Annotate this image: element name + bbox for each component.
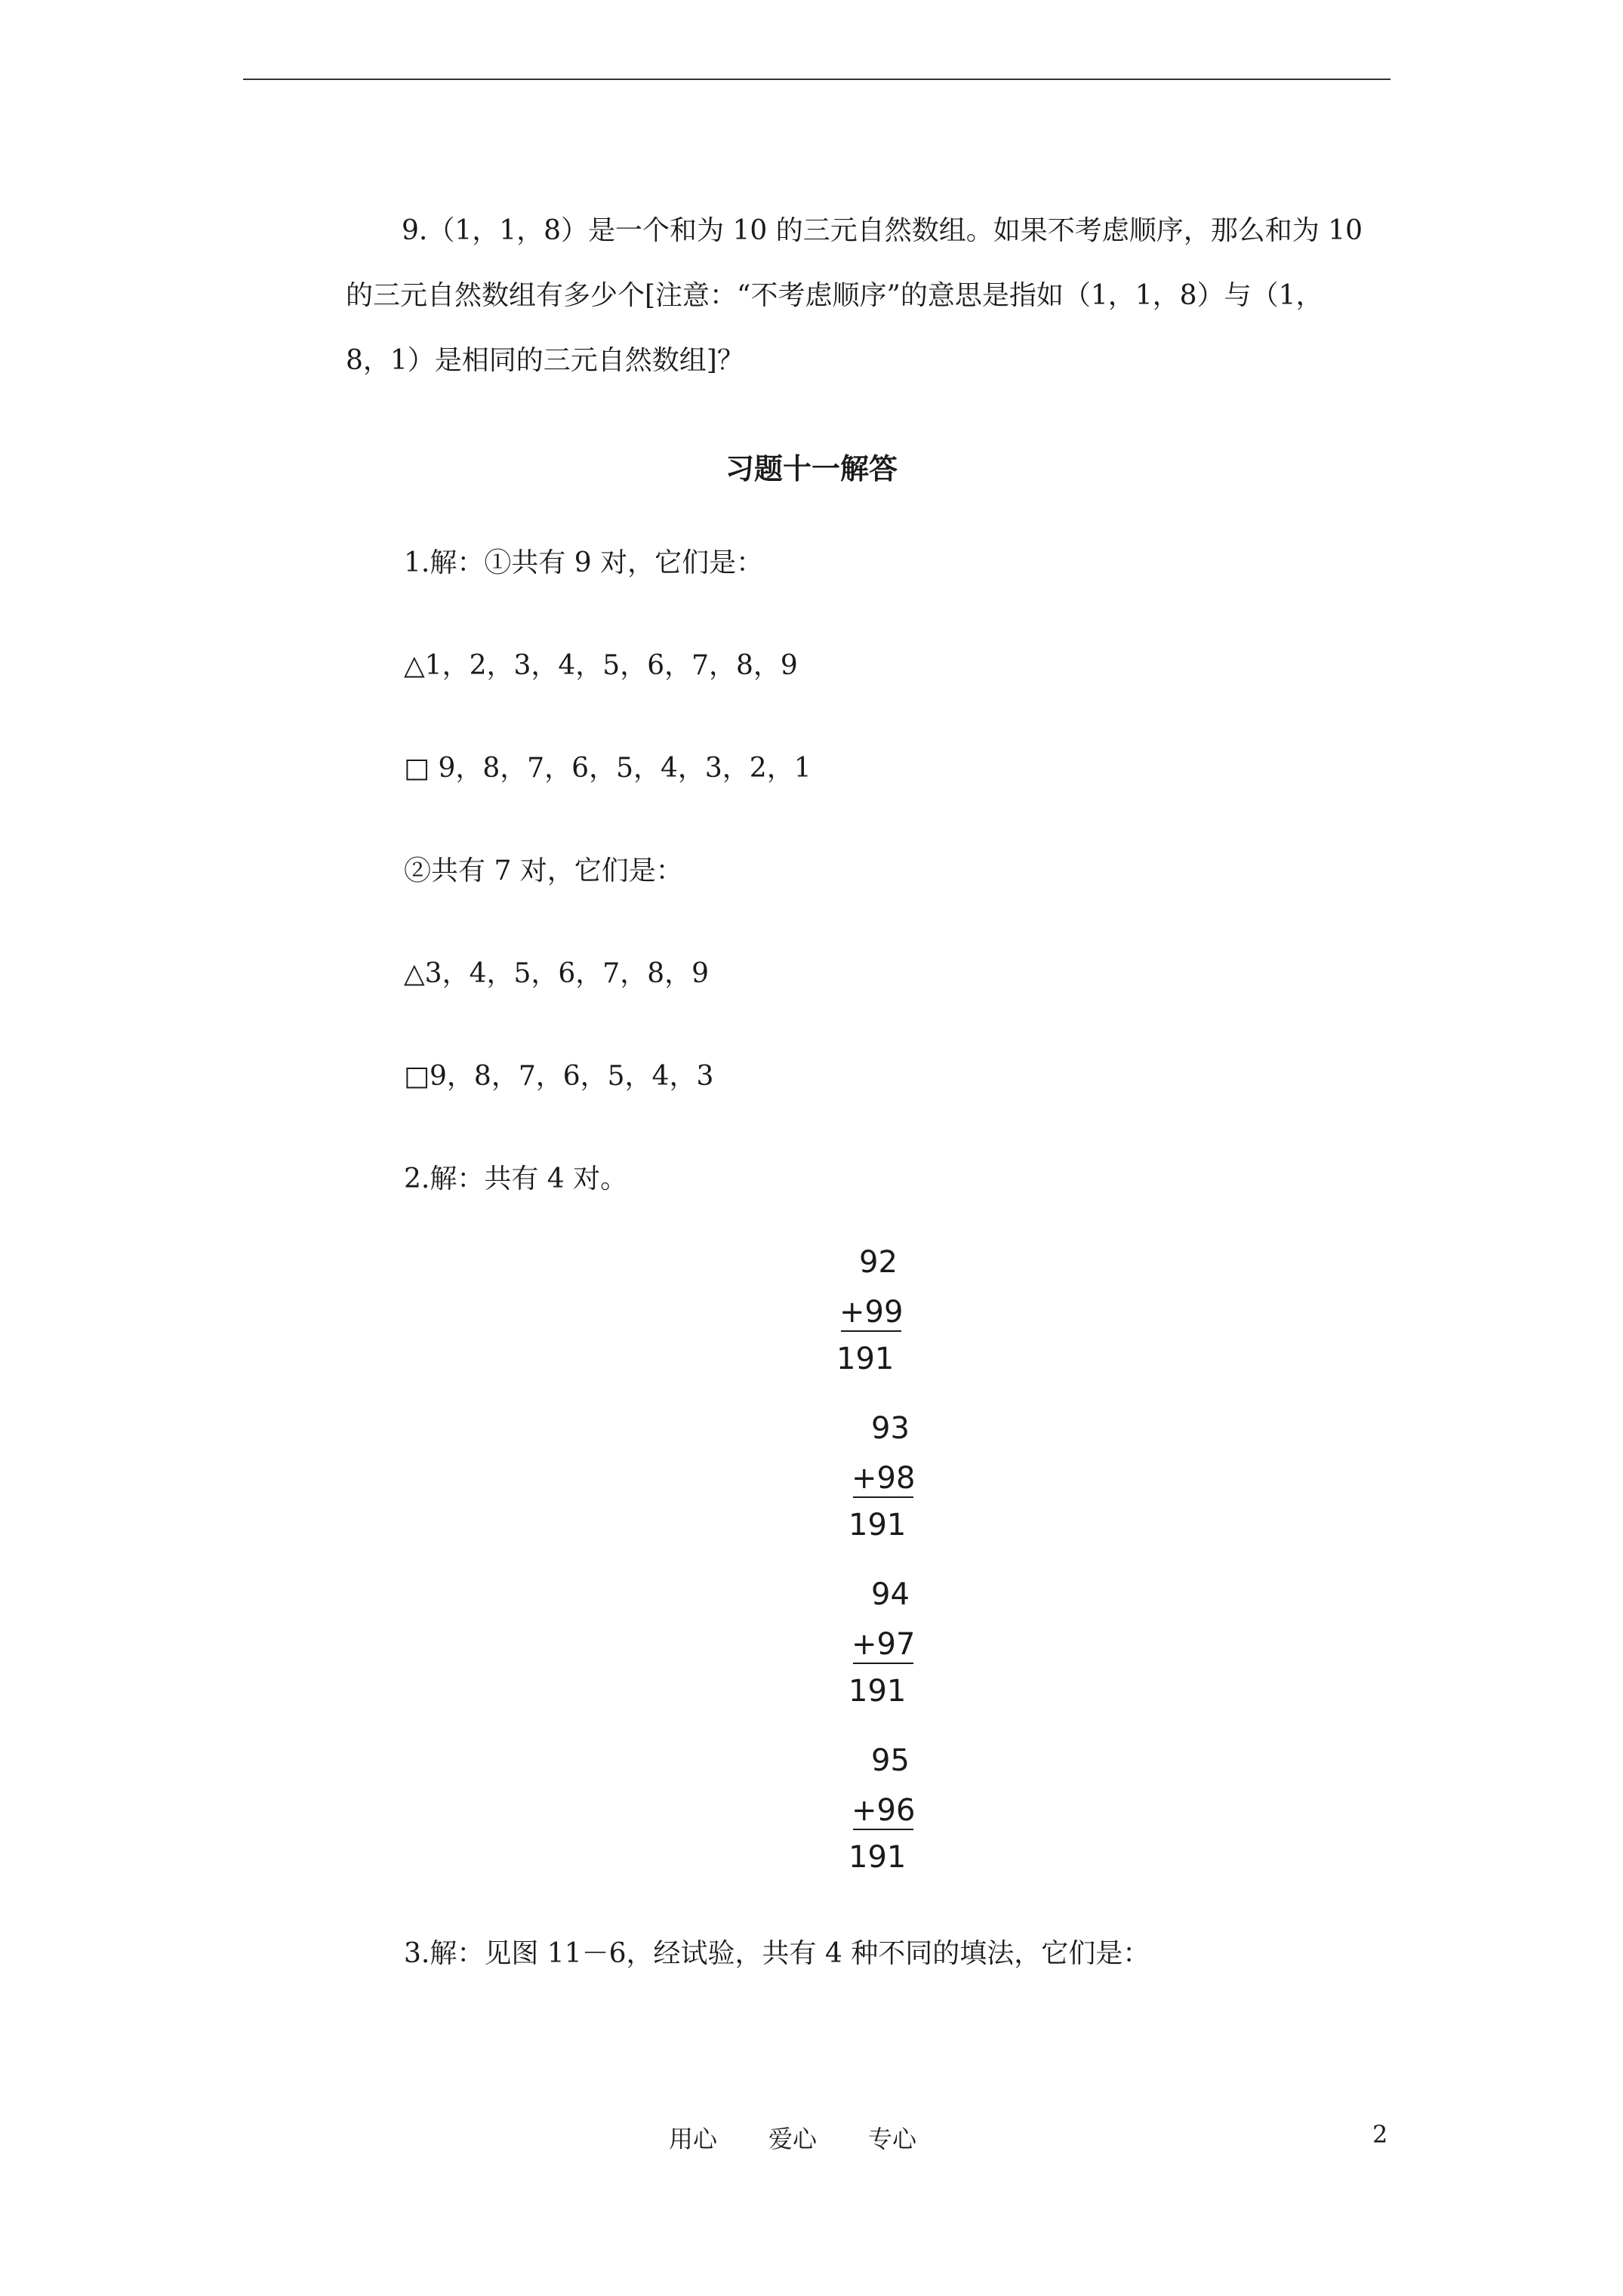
problem-9-line-2: 的三元自然数组有多少个[注意：“不考虑顺序”的意思是指如（1，1，8）与（1， (346, 280, 1323, 311)
addition-sum: 191 (848, 1840, 907, 1875)
answer-1-part-2-square-row: □9，8，7，6，5，4，3 (404, 1061, 714, 1092)
answer-1-part-2-triangle-row: △3，4，5，6，7，8，9 (404, 958, 710, 989)
answer-3-intro: 3.解：见图 11－6，经试验，共有 4 种不同的填法，它们是： (404, 1938, 1150, 1969)
addition-rule (841, 1330, 901, 1332)
addition-sum: 191 (848, 1674, 907, 1709)
answer-1-intro: 1.解：①共有 9 对，它们是： (404, 547, 764, 578)
addition-bottom: +98 (852, 1461, 916, 1496)
problem-9-line-3: 8，1）是相同的三元自然数组]？ (346, 345, 744, 376)
addition-top: 92 (859, 1245, 898, 1280)
addition-bottom: +99 (839, 1295, 904, 1330)
problem-9-line-1: 9.（1，1，8）是一个和为 10 的三元自然数组。如果不考虑顺序，那么和为 10 (402, 215, 1363, 246)
footer-motto-3: 专心 (868, 2125, 917, 2153)
addition-top: 94 (871, 1577, 910, 1612)
answer-1-square-row: □ 9，8，7，6，5，4，3，2，1 (404, 753, 812, 784)
addition-rule (853, 1496, 913, 1498)
page-number: 2 (1372, 2120, 1388, 2149)
addition-bottom: +97 (852, 1627, 916, 1662)
addition-sum: 191 (848, 1508, 907, 1542)
section-title: 习题十一解答 (725, 451, 898, 485)
addition-sum: 191 (836, 1342, 895, 1376)
addition-top: 95 (871, 1743, 910, 1778)
answer-1-part-2-intro: ②共有 7 对，它们是： (404, 855, 683, 886)
answer-2-intro: 2.解：共有 4 对。 (404, 1163, 628, 1194)
addition-rule (853, 1663, 913, 1664)
addition-rule (853, 1829, 913, 1830)
addition-bottom: +96 (852, 1793, 916, 1828)
answer-1-triangle-row: △1，2，3，4，5，6，7，8，9 (404, 650, 798, 681)
footer-motto-1: 用心 (669, 2125, 718, 2153)
footer-motto-2: 爱心 (768, 2125, 818, 2153)
header-rule (243, 79, 1390, 80)
addition-top: 93 (871, 1411, 910, 1446)
